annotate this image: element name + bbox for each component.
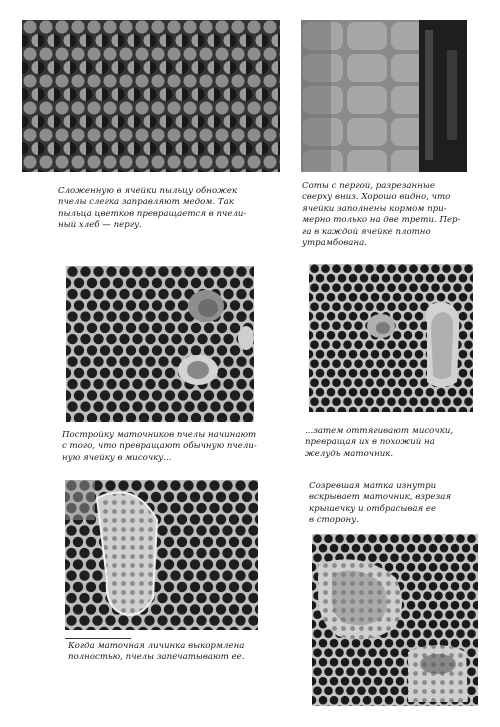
caption-larva-fed: Когда маточная личинка выкормлена полностью, пчелы запечатывают ее. xyxy=(68,641,245,663)
caption-pollen: Сложенную в ячейки пыльцу обножек пчелы слегка заправляют медом. Так пыльца цветков превращается в пчели- ный хлеб — пергу. xyxy=(58,186,247,231)
caption-queen-cup: Постройку маточников пчелы начинают с того, что превращают обычную пчели- ную ячейку в мисочку... xyxy=(62,430,257,463)
photo-opened-queen-cell xyxy=(312,534,478,706)
caption-pull-cups: ...затем оттягивают мисочки, превращая их в похожий на желудь маточник. xyxy=(305,426,454,459)
photo-queen-cup-start xyxy=(66,266,254,422)
photo-sealed-queen-cell xyxy=(65,480,258,630)
caption-matured-queen: Созревшая матка изнутри вскрывает маточник, взрезая крышечку и отбрасывая ее в сторону. xyxy=(309,481,452,526)
photo-pollen-cells xyxy=(22,20,280,172)
photo-perga-comb xyxy=(301,20,467,172)
caption-perga: Соты с пергой, разрезанные сверху вниз. Хорошо видно, что ячейки заполнены кормом при- мерно только на две трети. Пер- га в каждой ячейке плотно утрамбована. xyxy=(302,181,461,249)
photo-pulled-cups xyxy=(309,264,473,412)
caption-divider xyxy=(65,638,131,639)
